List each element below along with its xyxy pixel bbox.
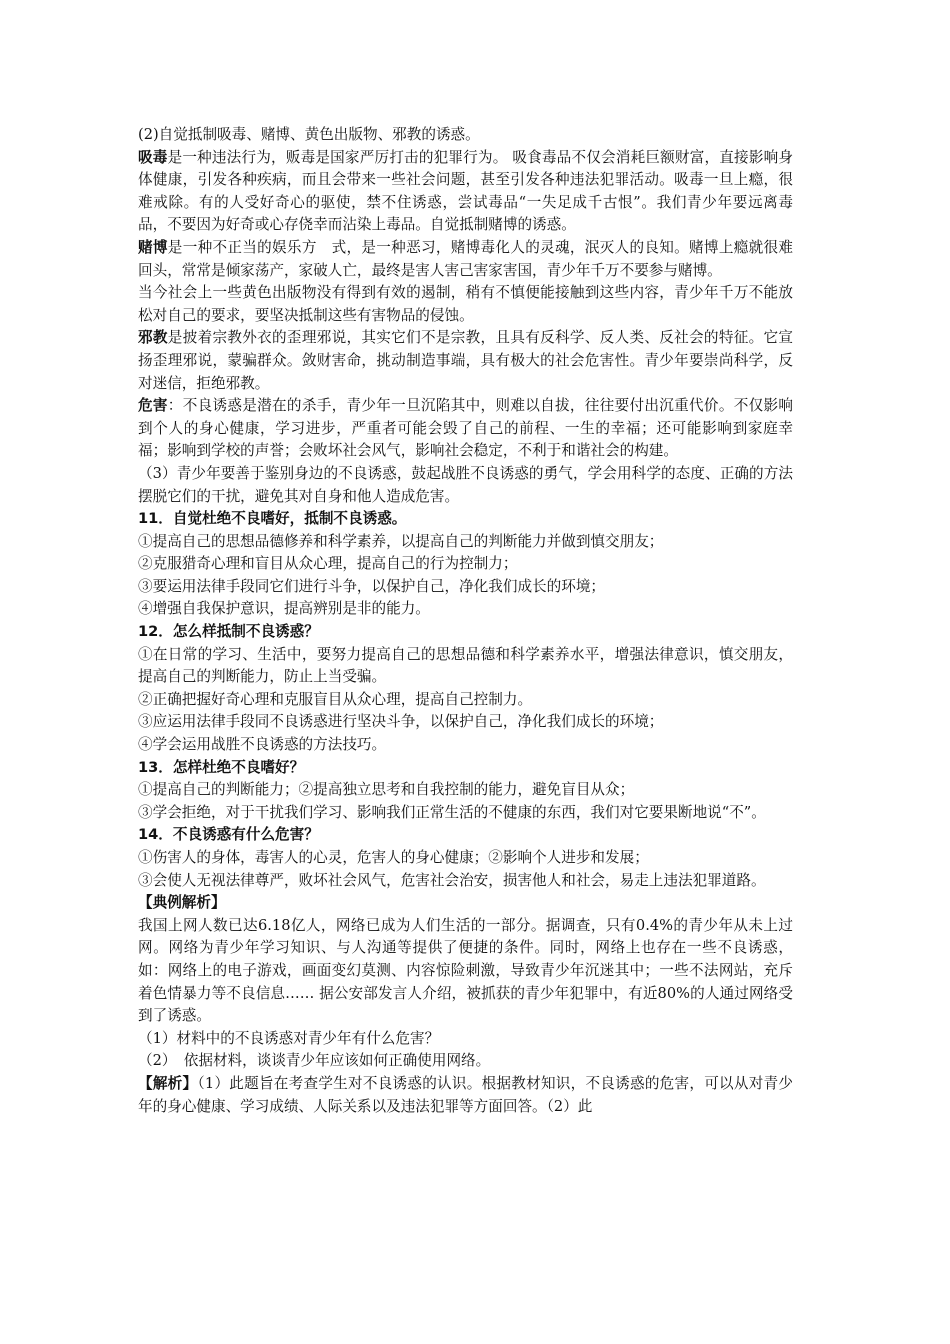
q14-title: 14．不良诱惑有什么危害？ (138, 826, 319, 844)
example-heading: 【典例解析】 (138, 894, 226, 912)
q11-item: ②克服猎奇心理和盲目从众心理，提高自己的行为控制力； (138, 555, 518, 573)
q11-title: 11．自觉杜绝不良嗜好，抵制不良诱惑。 (138, 510, 407, 528)
point3-paragraph: （3）青少年要善于鉴别身边的不良诱惑，鼓起战胜不良诱惑的勇气，学会用科学的态度、正确的方法摆脱它们的干扰，避免其对自身和他人造成危害。 (138, 464, 793, 505)
document-page (138, 124, 793, 1118)
drugs-text: 是一种违法行为，贩毒是国家严厉打击的犯罪行为。 吸食毒品不仅会消耗巨额财富，直接影响身体健康，引发各种疾病，而且会带来一些社会问题，甚至引发各种违法犯罪活动。吸毒一旦上瘾，很难戒除。有的人受好奇心的驱使，禁不住诱惑，尝试毒品“一失足成千古恨”。我们青少年要远离毒品，不要因为好奇或心存侥幸而沾染上毒品。自觉抵制赌博的诱惑。 (138, 148, 793, 234)
q12-item: ①在日常的学习、生活中，要努力提高自己的思想品德和科学素养水平，增强法律意识，慎交朋友，提高自己的判断能力，防止上当受骗。 (138, 645, 793, 686)
cult-text: 是披着宗教外衣的歪理邪说，其实它们不是宗教，且具有反科学、反人类、反社会的特征。它宣扬歪理邪说，蒙骗群众。敛财害命，挑动制造事端，具有极大的社会危害性。青少年要崇尚科学，反对迷信，拒绝邪教。 (138, 329, 793, 392)
q11-item: ①提高自己的思想品德修养和科学素养，以提高自己的判断能力并做到慎交朋友； (138, 532, 664, 550)
gambling-term: 赌博 (138, 238, 168, 256)
gambling-paragraph (138, 237, 793, 282)
q13-title: 13．怎样杜绝不良嗜好？ (138, 758, 305, 776)
analysis-paragraph (138, 1073, 793, 1118)
q12-item: ④学会运用战胜不良诱惑的方法技巧。 (138, 736, 387, 754)
harm-text: ：不良诱惑是潜在的杀手，青少年一旦沉陷其中，则难以自拔，往往要付出沉重代价。不仅影响到个人的身心健康，学习进步，严重者可能会毁了自己的前程、一生的幸福；还可能影响到家庭幸福；影响到学校的声誉；会败坏社会风气，影响社会稳定，不利于和谐社会的构建。 (138, 397, 793, 460)
cult-paragraph (138, 327, 793, 395)
analysis-text: （1）此题旨在考查学生对不良诱惑的认识。根据教材知识，不良诱惑的危害，可以从对青少年的身心健康、学习成绩、人际关系以及违法犯罪等方面回答。（2）此 (138, 1074, 793, 1115)
drugs-term: 吸毒 (138, 148, 168, 166)
harm-term: 危害 (138, 397, 168, 415)
q11-item: ③要运用法律手段同它们进行斗争，以保护自己，净化我们成长的环境； (138, 577, 606, 595)
q13-item: ①提高自己的判断能力；②提高独立思考和自我控制的能力，避免盲目从众； (138, 781, 635, 799)
example-material: 我国上网人数已达6.18亿人，网络已成为人们生活的一部分。据调查，只有0.4%的青少年从未上过网。网络为青少年学习知识、与人沟通等提供了便捷的条件。同时，网络上也存在一些不良诱惑，如：网络上的电子游戏，画面变幻莫测、内容惊险刺激，导致青少年沉迷其中；一些不法网站，充斥着色情暴力等不良信息…… 据公安部发言人介绍，被抓获的青少年犯罪中，有近80%的人通过网络受到了诱惑。 (138, 916, 793, 1025)
drugs-paragraph (138, 147, 793, 237)
q13-item: ③学会拒绝，对于干扰我们学习、影响我们正常生活的不健康的东西，我们对它要果断地说“不”。 (138, 803, 766, 821)
example-question-1: （1）材料中的不良诱惑对青少年有什么危害？ (138, 1029, 440, 1047)
porn-paragraph: 当今社会上一些黄色出版物没有得到有效的遏制，稍有不慎便能接触到这些内容，青少年千万不能放松对自己的要求，要坚决抵制这些有害物品的侵蚀。 (138, 284, 793, 324)
q12-title: 12．怎么样抵制不良诱惑？ (138, 623, 319, 641)
analysis-label: 【解析】 (138, 1074, 198, 1092)
example-question-2: （2） 依据材料，谈谈青少年应该如何正确使用网络。 (138, 1052, 491, 1070)
harm-paragraph (138, 395, 793, 463)
q14-item: ①伤害人的身体，毒害人的心灵，危害人的身心健康；②影响个人进步和发展； (138, 849, 649, 866)
q11-item: ④增强自我保护意识，提高辨别是非的能力。 (138, 600, 430, 618)
q14-item: ③会使人无视法律尊严，败坏社会风气，危害社会治安，损害他人和社会，易走上违法犯罪道路。 (138, 871, 766, 889)
q12-item: ②正确把握好奇心理和克服盲目从众心理，提高自己控制力。 (138, 690, 533, 708)
gambling-text: 是一种不正当的娱乐方 式，是一种恶习，赌博毒化人的灵魂，泯灭人的良知。赌博上瘾就很难回头，常常是倾家荡产，家破人亡，最终是害人害己害家害国，青少年千万不要参与赌博。 (138, 238, 793, 279)
cult-term: 邪教 (138, 329, 168, 347)
q12-item: ③应运用法律手段同不良诱惑进行坚决斗争，以保护自己，净化我们成长的环境； (138, 713, 664, 731)
intro-paragraph: (2)自觉抵制吸毒、赌博、黄色出版物、邪教的诱惑。 (138, 126, 480, 143)
